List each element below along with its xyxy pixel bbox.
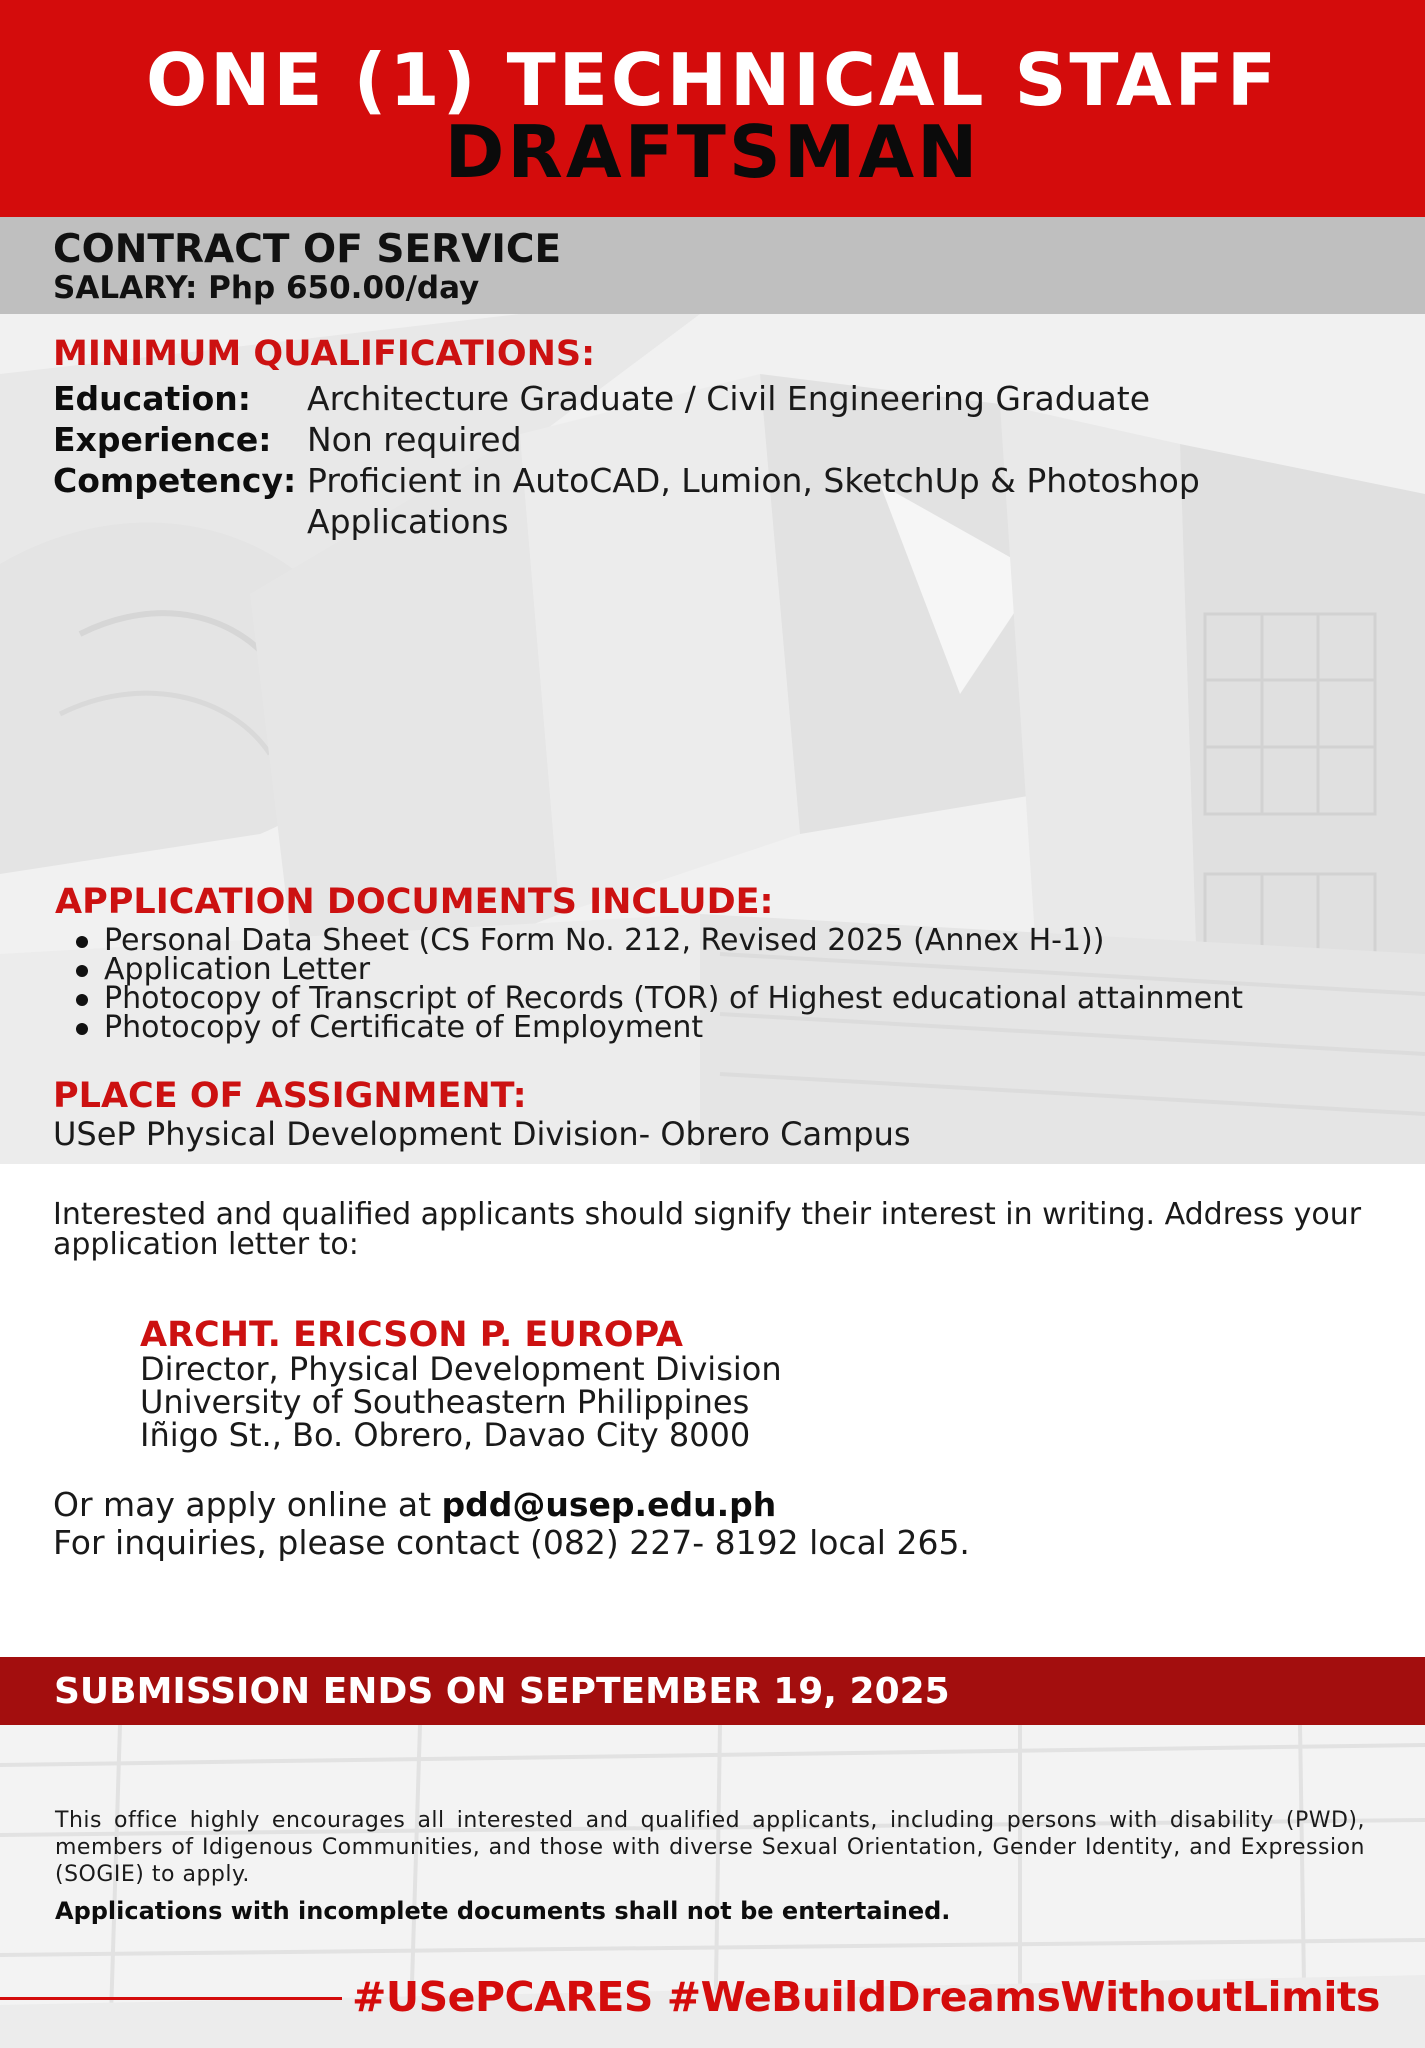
addressee-address: Iñigo St., Bo. Obrero, Davao City 8000 <box>140 1416 751 1454</box>
education-value: Architecture Graduate / Civil Engineering Graduate <box>307 379 1151 418</box>
education-label: Education: <box>53 379 251 418</box>
list-item: Personal Data Sheet (CS Form No. 212, Revised 2025 (Annex H-1)) <box>55 926 1243 955</box>
email-link[interactable]: pdd@usep.edu.ph <box>441 1485 777 1524</box>
experience-label: Experience: <box>53 420 272 459</box>
bullet-icon <box>76 994 88 1006</box>
bullet-icon <box>76 965 88 977</box>
contract-type: CONTRACT OF SERVICE <box>53 227 562 272</box>
addressee-name: ARCHT. ERICSON P. EUROPA <box>140 1315 683 1355</box>
inclusion-note: This office highly encourages all interested and qualified applicants, including persons with disability (PWD), members of Idigenous Communities, and those with diverse Sexual Orientation, Gender Identity, and Expression (SOGIE) to apply. <box>55 1808 1365 1887</box>
hashtags: #USePCARES #WeBuildDreamsWithoutLimits <box>352 1973 1380 2021</box>
list-item: Application Letter <box>55 955 1243 984</box>
list-item: Photocopy of Transcript of Records (TOR) of Highest educational attainment <box>55 984 1243 1013</box>
documents-list <box>55 923 1243 1045</box>
addressee-institution: University of Southeastern Philippines <box>140 1383 750 1421</box>
deadline-banner <box>0 1657 1425 1725</box>
experience-value: Non required <box>307 420 522 459</box>
bullet-icon <box>76 1023 88 1035</box>
job-title: ONE (1) TECHNICAL STAFF <box>145 38 1280 122</box>
header-banner <box>0 0 1425 217</box>
competency-label: Competency: <box>53 461 297 500</box>
documents-title: APPLICATION DOCUMENTS INCLUDE: <box>55 882 774 922</box>
online-application: Or may apply online at pdd@usep.edu.ph <box>53 1485 777 1524</box>
list-item: Photocopy of Certificate of Employment <box>55 1013 1243 1042</box>
assignment-title: PLACE OF ASSIGNMENT: <box>53 1076 527 1116</box>
competency-value: Proficient in AutoCAD, Lumion, SketchUp & Photoshop Applications <box>307 461 1200 541</box>
divider <box>0 1997 342 2000</box>
assignment-place: USeP Physical Development Division- Obrero Campus <box>53 1115 911 1153</box>
qualifications-title: MINIMUM QUALIFICATIONS: <box>53 334 596 374</box>
application-instructions: Interested and qualified applicants should signify their interest in writing. Address your application letter to: <box>53 1197 1362 1262</box>
job-position: DRAFTSMAN <box>444 110 981 194</box>
inquiries-contact: For inquiries, please contact (082) 227- 8192 local 265. <box>53 1523 970 1562</box>
incomplete-warning: Applications with incomplete documents shall not be entertained. <box>55 1897 951 1925</box>
addressee-position: Director, Physical Development Division <box>140 1350 782 1388</box>
contract-band <box>0 217 1425 314</box>
deadline-text: SUBMISSION ENDS ON SEPTEMBER 19, 2025 <box>54 1671 950 1712</box>
bullet-icon <box>76 936 88 948</box>
salary: SALARY: Php 650.00/day <box>53 270 480 306</box>
